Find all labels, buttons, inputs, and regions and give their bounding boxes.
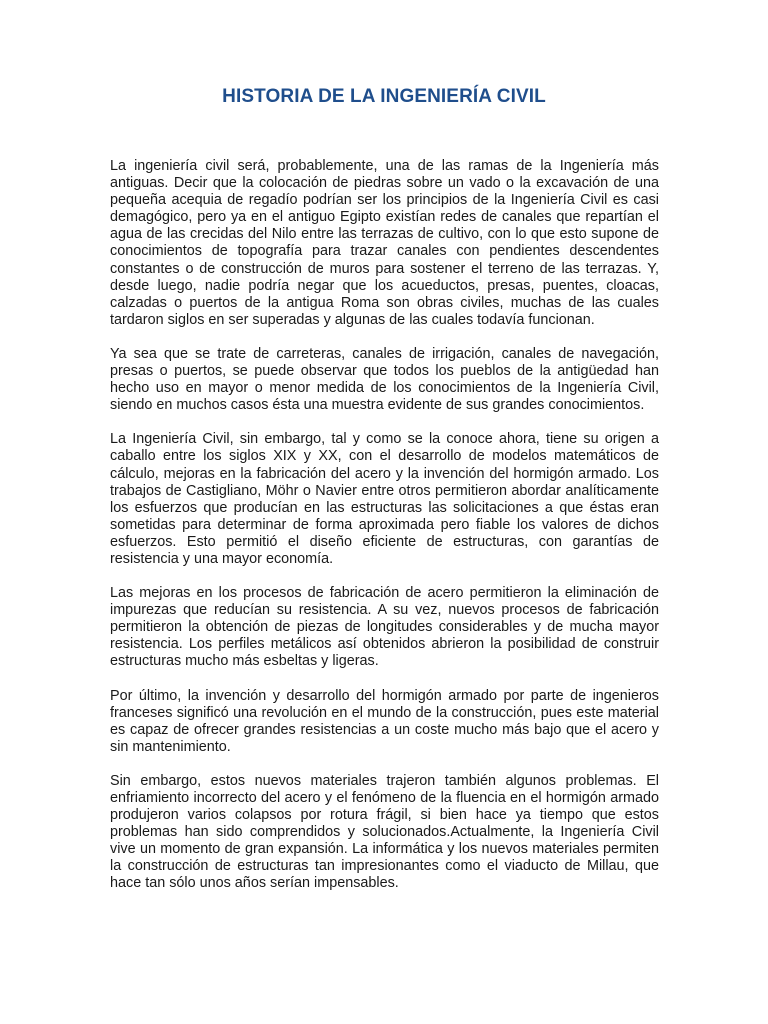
paragraph-5: Por último, la invención y desarrollo del hormigón armado por parte de ingenieros franceses significó una revolución en el mundo de la construcción, pues este material es capaz de ofrecer grandes resistencias a un coste mucho más bajo que el acero y sin mantenimiento.	[110, 687, 659, 755]
paragraph-3: La Ingeniería Civil, sin embargo, tal y como se la conoce ahora, tiene su origen a caballo entre los siglos XIX y XX, con el desarrollo de modelos matemáticos de cálculo, mejoras en la fabricación del acero y la invención del hormigón armado. Los trabajos de Castigliano, Möhr o Navier entre otros permitieron abordar analíticamente los esfuerzos que producían en las estructuras las solicitaciones a que éstas eran sometidas para determinar de forma aproximada pero fiable los valores de dichos esfuerzos. Esto permitió el diseño eficiente de estructuras, con garantías de resistencia y una mayor economía.	[110, 431, 659, 567]
paragraph-2: Ya sea que se trate de carreteras, canales de irrigación, canales de navegación, presas o puertos, se puede observar que todos los pueblos de la antigüedad han hecho uso en mayor o menor medida de los conocimientos de la Ingeniería Civil, siendo en muchos casos ésta una muestra evidente de sus grandes conocimientos.	[110, 345, 659, 414]
document-title: HISTORIA DE LA INGENIERÍA CIVIL	[222, 86, 546, 107]
document-body	[110, 158, 659, 910]
paragraph-1: La ingeniería civil será, probablemente, una de las ramas de la Ingeniería más antiguas. Decir que la colocación de piedras sobre un vado o la excavación de una pequeña acequia de regadío podrían ser los principios de la Ingeniería Civil es casi demagógico, pero ya en el antiguo Egipto existían redes de canales que repartían el agua de las crecidas del Nilo entre las terrazas de cultivo, con lo que esto supone de conocimientos de topografía para trazar canales con pendientes descendentes constantes o de construcción de muros para sostener el terreno de las terrazas. Y, desde luego, nadie podría negar que los acueductos, presas, puentes, cloacas, calzadas o puertos de la antigua Roma son obras civiles, muchas de las cuales tardaron siglos en ser superadas y algunas de las cuales todavía funcionan.	[110, 158, 659, 328]
paragraph-6: Sin embargo, estos nuevos materiales trajeron también algunos problemas. El enfriamiento incorrecto del acero y el fenómeno de la fluencia en el hormigón armado produjeron varios colapsos por rotura frágil, si bien hace ya tiempo que estos problemas han sido comprendidos y solucionados.Actualmente, la Ingeniería Civil vive un momento de gran expansión. La informática y los nuevos materiales permiten la construcción de estructuras tan impresionantes como el viaducto de Millau, que hace tan sólo unos años serían impensables.	[110, 772, 659, 892]
paragraph-4: Las mejoras en los procesos de fabricación de acero permitieron la eliminación de impurezas que reducían su resistencia. A su vez, nuevos procesos de fabricación permitieron la obtención de piezas de longitudes considerables y de mucha mayor resistencia. Los perfiles metálicos así obtenidos abrieron la posibilidad de construir estructuras mucho más esbeltas y ligeras.	[110, 585, 659, 670]
